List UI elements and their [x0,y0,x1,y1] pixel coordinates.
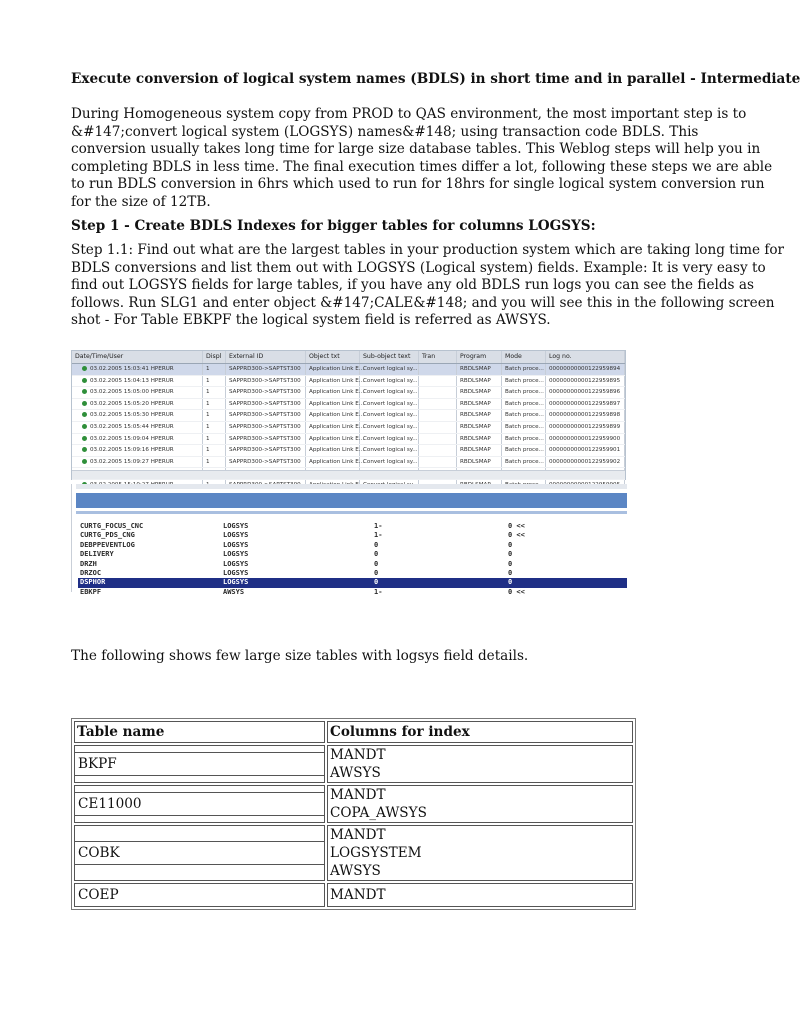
log-cell-text: 03.02.2005 15:05:20 HPERUR [90,400,174,407]
log-row[interactable] [72,434,625,446]
status-ok-icon [82,401,87,406]
table-name-cell [74,785,325,823]
table-name-cell [74,825,325,881]
log-cell: Batch proce... [502,422,546,433]
log-cell: SAPPRD300->SAPTST300 [226,457,306,468]
step11-line: shot - For Table EBKPF the logical system field is referred as AWSYS. [71,312,551,329]
log-cell: RBDLSMAP [457,410,502,421]
table-name: CE11000 [74,792,325,816]
log-cell [72,445,203,456]
log-cell-text: 03.02.2005 15:09:04 HPERUR [90,435,174,442]
message-cell: AWSYS [223,587,245,596]
log-cell: SAPPRD300->SAPTST300 [226,422,306,433]
log-row[interactable] [72,399,625,411]
table-intro-text: The following shows few large size tables with logsys field details. [71,648,529,664]
log-cell: Batch proce... [502,445,546,456]
log-row[interactable] [72,387,625,399]
table-name: COEP [74,883,325,907]
log-cell [419,387,457,398]
table-name: BKPF [74,752,325,776]
message-cell: EBKPF [80,587,102,596]
index-column: MANDT [330,827,386,843]
log-cell: 1 [203,422,226,433]
log-cell: SAPPRD300->SAPTST300 [226,376,306,387]
log-cell: 1 [203,457,226,468]
message-cell: LOGSYS [223,569,249,577]
message-cell: 0 << [508,522,525,530]
message-panel [71,484,627,596]
log-cell: RBDLSMAP [457,364,502,375]
message-cell: 0 [508,578,513,587]
message-cell: 0 [374,550,379,559]
log-cell: Batch proce... [502,434,546,445]
log-cell [419,445,457,456]
message-cell: 0 [508,569,513,577]
message-row[interactable] [78,588,627,597]
log-cell: Application Link E... [306,445,360,456]
index-column: AWSYS [330,863,381,879]
log-cell: Convert logical sy... [360,445,419,456]
log-row[interactable] [72,364,625,376]
log-cell [419,364,457,375]
intro-line: completing BDLS in less time. The final execution times differ a lot, following these steps we are able [71,158,773,175]
log-row[interactable] [72,422,625,434]
log-cell: Batch proce... [502,410,546,421]
log-row[interactable] [72,457,625,469]
message-cell: LOGSYS [223,550,249,559]
message-row[interactable] [78,531,627,540]
log-cell: RBDLSMAP [457,376,502,387]
step11-line: BDLS conversions and list them out with LOGSYS (Logical system) fields. Example: It is very easy to [71,259,766,276]
log-cell-text: 03.02.2005 15:05:00 HPERUR [90,389,174,396]
intro-line: &#147;convert logical system (LOGSYS) names&#148; using transaction code BDLS. This [71,123,699,140]
step11-paragraph [71,242,785,330]
message-cell: 0 [508,550,513,559]
log-cell: 00000000000122959901 [546,445,625,456]
log-cell [419,399,457,410]
message-cell: DSPHOR [80,578,106,587]
index-column: MANDT [330,887,386,903]
log-cell: 00000000000122959897 [546,399,625,410]
column-header: Log no. [546,351,625,363]
column-header: Displ [203,351,226,363]
log-cell: 1 [203,364,226,375]
step1-heading: Step 1 - Create BDLS Indexes for bigger tables for columns LOGSYS: [71,218,596,234]
panel-separator [76,484,627,489]
log-cell: Convert logical sy... [360,422,419,433]
status-ok-icon [82,412,87,417]
log-cell: SAPPRD300->SAPTST300 [226,410,306,421]
message-row[interactable] [78,578,627,587]
log-cell: 00000000000122959894 [546,364,625,375]
message-row[interactable] [78,560,627,569]
message-cell: 0 [374,559,379,568]
message-cell: 1- [374,522,383,530]
intro-line: conversion usually takes long time for large size database tables. This Weblog steps will help you in [71,141,761,158]
status-ok-icon [82,459,87,464]
intro-paragraph [71,106,773,212]
log-cell: Convert logical sy... [360,387,419,398]
message-row[interactable] [78,522,627,531]
status-ok-icon [82,378,87,383]
column-header: External ID [226,351,306,363]
log-cell [72,422,203,433]
log-cell: RBDLSMAP [457,434,502,445]
message-cell: LOGSYS [223,531,249,540]
status-ok-icon [82,447,87,452]
column-header: Mode [502,351,546,363]
log-row[interactable] [72,376,625,388]
intro-line: During Homogeneous system copy from PROD to QAS environment, the most important step is to [71,106,747,122]
log-cell: SAPPRD300->SAPTST300 [226,445,306,456]
log-cell [419,457,457,468]
table-header-row [74,721,633,743]
index-columns-cell [327,745,633,783]
log-cell: 00000000000122959902 [546,457,625,468]
log-cell [72,387,203,398]
page-title: Execute conversion of logical system names (BDLS) in short time and in parallel - Intermediate [71,71,800,87]
log-cell: Application Link E... [306,434,360,445]
log-cell: SAPPRD300->SAPTST300 [226,364,306,375]
log-cell [72,410,203,421]
log-cell [72,399,203,410]
log-cell: Batch proce... [502,399,546,410]
log-cell-text: 03.02.2005 15:05:44 HPERUR [90,423,174,430]
message-cell: CURTG_PDS_CNG [80,531,135,540]
message-cell: LOGSYS [223,578,249,587]
message-cell: 1- [374,587,383,596]
log-cell: 00000000000122959898 [546,410,625,421]
table-name-cell [74,883,325,907]
index-columns-cell [327,883,633,907]
log-row[interactable] [72,445,625,457]
intro-line: for the size of 12TB. [71,193,211,210]
index-column: MANDT [330,747,386,763]
slg1-screenshot [71,350,626,596]
log-cell: Batch proce... [502,376,546,387]
intro-line: to run BDLS conversion in 6hrs which used to run for 18hrs for single logical system conversion run [71,176,765,193]
log-cell-text: 03.02.2005 15:09:16 HPERUR [90,447,174,454]
panel-title-bar [76,493,627,508]
log-cell: RBDLSMAP [457,445,502,456]
message-cell: 0 << [508,531,525,540]
table-row [74,883,633,907]
log-cell: 1 [203,445,226,456]
index-column: AWSYS [330,765,381,781]
message-cell: 0 [508,559,513,568]
step11-line: Step 1.1: Find out what are the largest tables in your production system which are taking long time for [71,242,785,258]
log-cell: SAPPRD300->SAPTST300 [226,387,306,398]
log-cell: Convert logical sy... [360,434,419,445]
status-ok-icon [82,424,87,429]
log-cell: 1 [203,410,226,421]
log-cell: 00000000000122959895 [546,376,625,387]
log-cell: Application Link E... [306,422,360,433]
step11-line: find out LOGSYS fields for large tables, if you have any old BDLS run logs you can see the fields as [71,277,754,294]
message-cell: LOGSYS [223,540,249,549]
log-cell: Convert logical sy... [360,410,419,421]
log-cell: Application Link E... [306,376,360,387]
status-ok-icon [82,366,87,371]
log-cell: 1 [203,434,226,445]
log-cell: SAPPRD300->SAPTST300 [226,434,306,445]
log-cell [419,434,457,445]
log-cell [419,376,457,387]
log-cell: Application Link E... [306,410,360,421]
message-cell: 0 [374,540,379,549]
message-cell: 1- [374,531,383,540]
table-name: COBK [74,841,325,865]
log-cell [72,434,203,445]
index-columns-cell [327,785,633,823]
index-column: LOGSYSTEM [330,845,422,861]
index-column: COPA_AWSYS [330,805,427,821]
log-cell: RBDLSMAP [457,457,502,468]
log-cell: Batch proce... [502,387,546,398]
log-cell [72,457,203,468]
message-row[interactable] [78,550,627,559]
log-cell: 1 [203,399,226,410]
log-cell-text: 03.02.2005 15:05:30 HPERUR [90,412,174,419]
panel-subtitle-bar [76,511,627,514]
log-cell: 00000000000122959896 [546,387,625,398]
log-cell: RBDLSMAP [457,422,502,433]
log-cell: Convert logical sy... [360,364,419,375]
log-cell [72,376,203,387]
column-header: Program [457,351,502,363]
log-cell: Application Link E... [306,387,360,398]
index-columns-cell [327,825,633,881]
column-header: Object txt [306,351,360,363]
message-cell: DRZOC [80,569,102,577]
message-cell: 0 [508,540,513,549]
message-cell: 0 [374,578,379,587]
status-ok-icon [82,436,87,441]
column-header: Date/Time/User [72,351,203,363]
log-cell: 1 [203,376,226,387]
log-cell: 1 [203,387,226,398]
table-row [74,745,633,783]
log-cell: Convert logical sy... [360,376,419,387]
log-cell: Application Link E... [306,457,360,468]
log-cell: RBDLSMAP [457,399,502,410]
message-cell: LOGSYS [223,522,249,530]
message-cell: DRZH [80,559,97,568]
index-table [71,718,636,910]
table-row [74,785,633,823]
log-cell: RBDLSMAP [457,387,502,398]
table-row [74,825,633,881]
log-cell [419,410,457,421]
log-cell-text: 03.02.2005 15:04:13 HPERUR [90,377,174,384]
table-name-cell [74,745,325,783]
message-cell: 0 [374,569,379,577]
log-cell-text: 03.02.2005 15:03:41 HPERUR [90,366,174,372]
log-cell: 00000000000122959900 [546,434,625,445]
log-cell: SAPPRD300->SAPTST300 [226,399,306,410]
status-ok-icon [82,389,87,394]
log-cell: Application Link E... [306,399,360,410]
header-table-name: Table name [74,721,325,743]
log-row[interactable] [72,410,625,422]
log-cell: Convert logical sy... [360,457,419,468]
log-cell-text: 03.02.2005 15:09:27 HPERUR [90,458,174,465]
message-cell: DELIVERY [80,550,114,559]
message-cell: 0 << [508,587,525,596]
message-row[interactable] [78,569,627,578]
log-grid-header [72,351,625,364]
step11-line: follows. Run SLG1 and enter object &#147;CALE&#148; and you will see this in the following screen [71,294,775,311]
log-cell: Batch proce... [502,364,546,375]
message-cell: CURTG_FOCUS_CNC [80,522,144,530]
index-column: MANDT [330,787,386,803]
message-row[interactable] [78,541,627,550]
column-header: Tran [419,351,457,363]
log-cell [72,364,203,375]
header-columns-for-index: Columns for index [327,721,633,743]
log-cell: Batch proce... [502,457,546,468]
message-cell: DEBPPEVENTLOG [80,540,135,549]
column-header: Sub-object text [360,351,419,363]
horizontal-scrollbar[interactable] [72,470,625,479]
log-cell [419,422,457,433]
log-cell: Application Link E... [306,364,360,375]
log-cell: Convert logical sy... [360,399,419,410]
log-grid [71,350,626,480]
log-cell: 00000000000122959899 [546,422,625,433]
message-cell: LOGSYS [223,559,249,568]
